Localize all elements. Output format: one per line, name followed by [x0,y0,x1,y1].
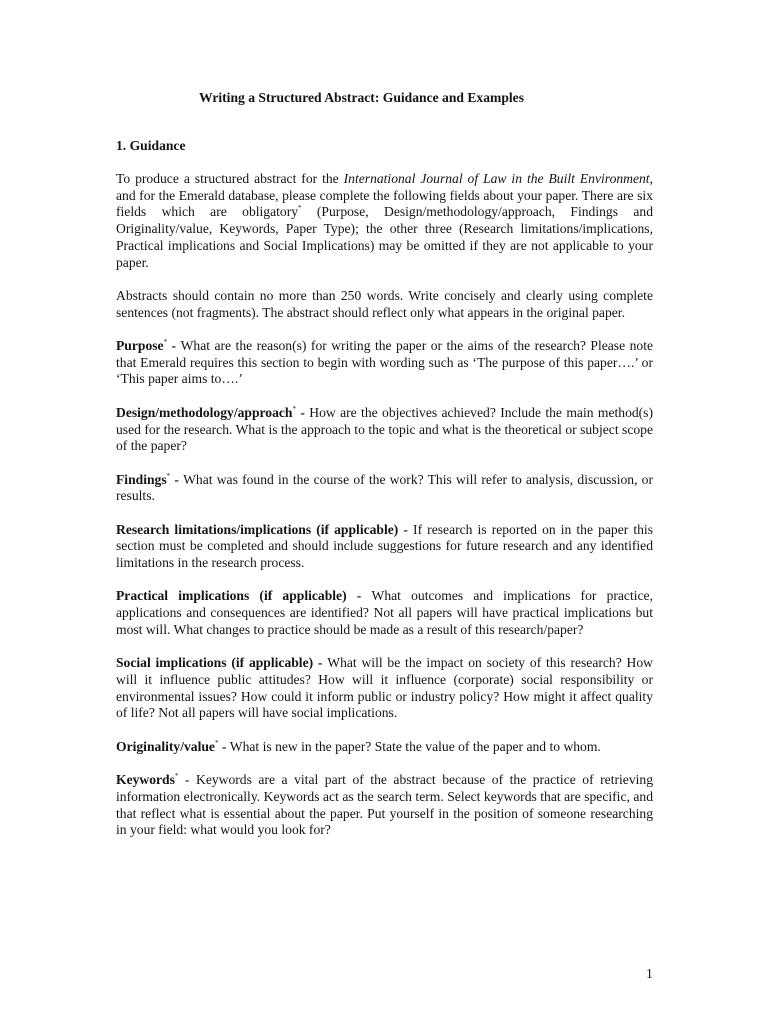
field-social-implications [116,655,653,722]
field-label: Purpose [116,338,164,353]
field-label: Design/methodology/approach [116,404,293,420]
field-description: How are the objectives achieved? Include the main method(s) used for the research. What is the approach to the topic and what is the theoretical or subject scope of the paper? [116,404,654,454]
intro-text-3: (Purpose, Design/methodology/approach, Findings and Originality/value, Keywords, Paper Type); the other three (Research limitations/implications, Practical implications and Social Implications) may be omitted if they are not applicable to your paper. [116,204,653,270]
section-heading: 1. Guidance [116,138,186,153]
obligatory-asterisk: * [174,772,179,781]
field-originality-value [116,739,653,756]
field-label: Practical implications (if applicable) [116,588,347,604]
field-description: What is new in the paper? State the value of the paper and to whom. [229,738,601,754]
field-purpose [116,338,653,388]
intro-text-2: , and for the Emerald database, please complete the following fields about your paper. There are six fields which are obligatory [116,171,653,220]
field-practical-implications [116,588,653,638]
field-label: Research limitations/implications (if applicable) [116,521,399,537]
field-description: What will be the impact on society of this research? How will it influence public attitudes? How will it influence (corporate) social responsibility or environmental issues? How could it inform public or industry policy? How might it affect quality of life? Not all papers will have social implications. [116,655,653,721]
field-label: Originality/value [116,738,215,754]
obligatory-asterisk: * [298,204,302,213]
field-separator: - [346,588,372,604]
field-separator: - [398,521,414,537]
intro-paragraph [116,171,653,271]
page-number: 1 [646,966,653,981]
intro-text-1: To produce a structured abstract for the [116,171,344,186]
field-label: Keywords [116,772,175,788]
field-description: What outcomes and implications for practice, applications and consequences are identified? Not all papers will have practical implications but most will. What changes to practice should be made as a result of this research/paper? [116,588,653,637]
field-description: What are the reason(s) for writing the paper or the aims of the research? Please note that Emerald requires this section to begin with wording such as ‘The purpose of this paper….’ or ‘This paper aims to….’ [116,338,654,387]
field-findings [116,472,653,505]
obligatory-asterisk: * [163,338,168,346]
field-description: If research is reported on in the paper this section must be completed and should include suggestions for future research and any identified limitations in the research process. [116,521,654,571]
field-separator: - [170,471,184,487]
document-title: Writing a Structured Abstract: Guidance and Examples [199,90,525,105]
field-description: Keywords are a vital part of the abstract because of the practice of retrieving information electronically. Keywords act as the search term. Select keywords that are specific, and that reflect what is essential about the paper. Put yourself in the position of someone researching in your field: what would you look for? [116,772,653,838]
obligatory-asterisk: * [292,404,296,413]
field-design-methodology-approach [116,405,653,455]
field-separator: - [167,338,181,353]
obligatory-asterisk: * [166,471,171,480]
field-separator: - [218,738,230,754]
field-research-limitations [116,522,653,572]
field-label: Findings [116,471,167,487]
field-separator: - [178,772,196,788]
field-keywords [116,772,653,839]
field-separator: - [296,404,310,420]
field-separator: - [313,655,328,671]
document-body [116,171,653,856]
field-label: Social implications (if applicable) [116,655,314,671]
word-limit-paragraph: Abstracts should contain no more than 250 words. Write concisely and clearly using complete sentences (not fragments). The abstract should reflect only what appears in the original paper. [116,287,653,320]
field-description: What was found in the course of the work? This will refer to analysis, discussion, or results. [116,471,654,504]
obligatory-asterisk: * [214,738,219,747]
journal-name: International Journal of Law in the Built Environment [343,171,650,186]
